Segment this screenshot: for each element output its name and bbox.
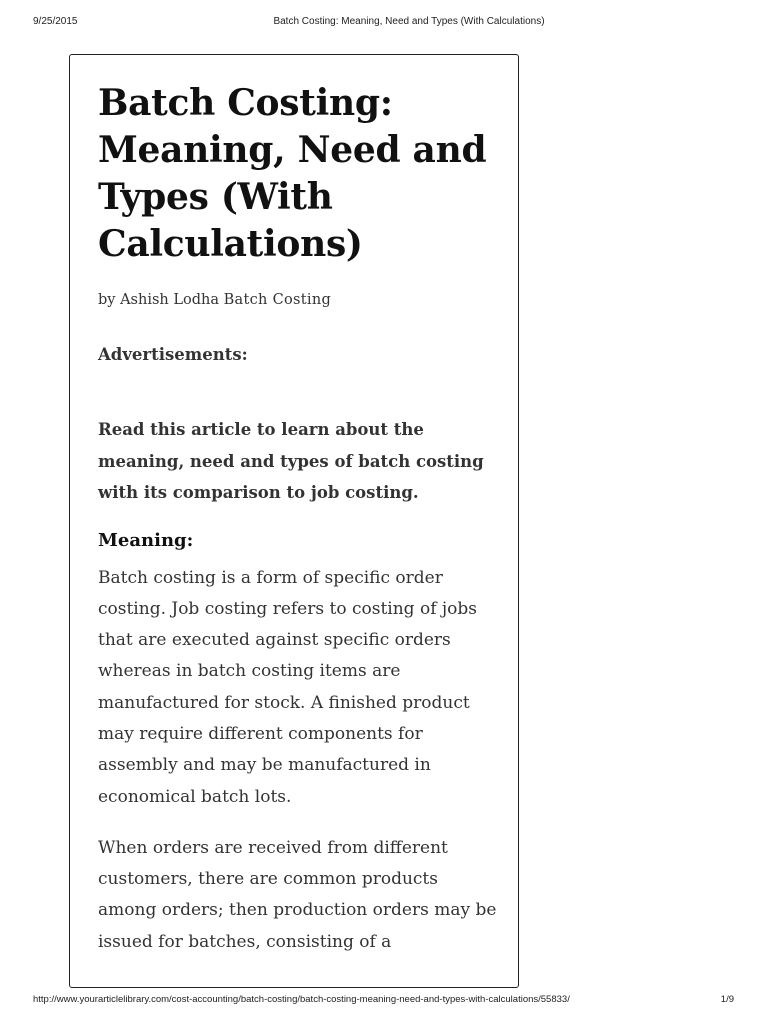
paragraph: When orders are received from different customers, there are common products among orders; then production orders may be issued for batches, consisting of a — [98, 837, 497, 952]
article-intro: Read this article to learn about the meaning, need and types of batch costing with its comparison to job costing. — [98, 420, 484, 502]
article-content — [98, 80, 498, 958]
print-date: 9/25/2015 — [33, 16, 78, 27]
print-footer — [0, 994, 768, 1008]
author-name: by Ashish Lodha — [98, 292, 219, 308]
section-heading-meaning: Meaning: — [98, 529, 194, 551]
article-title: Batch Costing: Meaning, Need and Types (With Calculations) — [98, 82, 487, 265]
page-number: 1/9 — [720, 994, 734, 1005]
byline — [98, 290, 498, 310]
print-header — [0, 16, 768, 30]
print-page-title: Batch Costing: Meaning, Need and Types (With Calculations) — [273, 16, 545, 27]
article-card — [69, 54, 519, 988]
source-url: http://www.yourarticlelibrary.com/cost-accounting/batch-costing/batch-costing-meaning-need-and-types-with-calculations/55833/ — [33, 994, 570, 1005]
paragraph: Batch costing is a form of specific order costing. Job costing refers to costing of jobs that are executed against specific orders whereas in batch costing items are manufactured for stock. A finished product may require different components for assembly and may be manufactured in economical batch lots. — [98, 567, 477, 807]
category-link[interactable]: Batch Costing — [223, 292, 332, 308]
advertisements-label: Advertisements: — [98, 345, 248, 364]
